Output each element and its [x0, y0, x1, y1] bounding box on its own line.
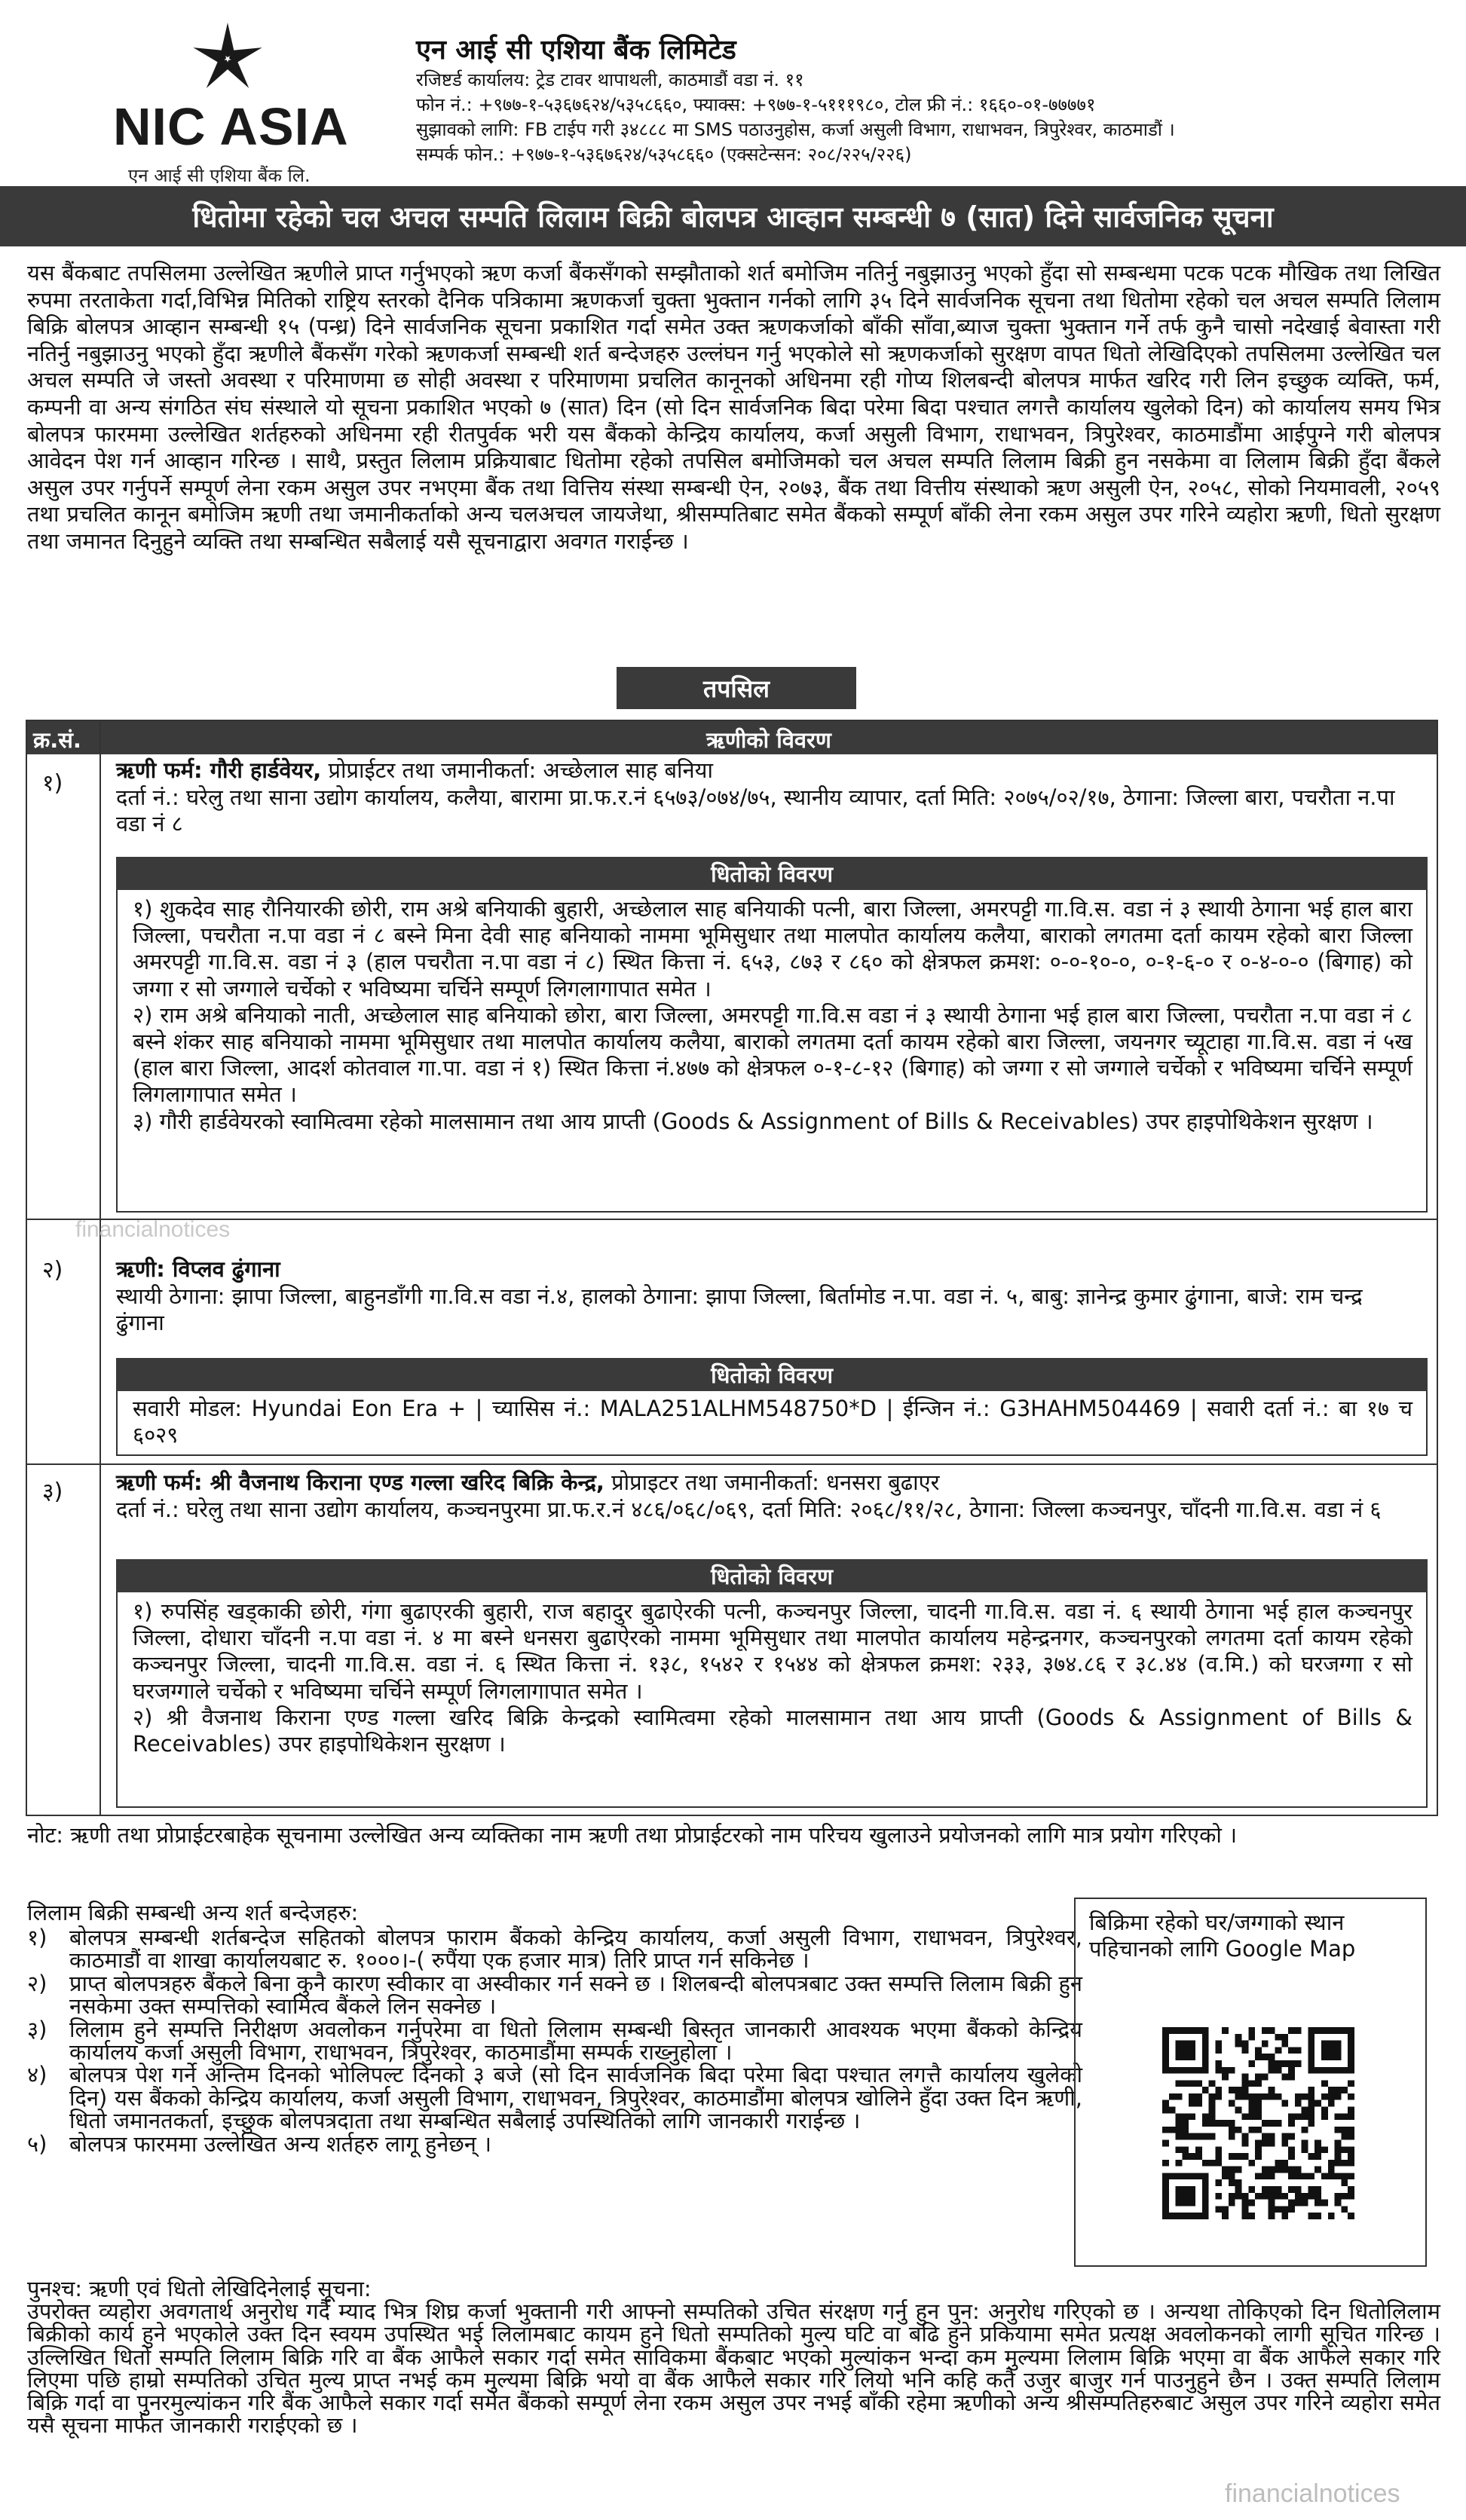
note-text: नोट: ऋणी तथा प्रोप्राईटरबाहेक सूचनामा उल्लेखित अन्य व्यक्तिका नाम ऋणी तथा प्रोप्राईटरको नाम परिचय खुलाउने प्रयोजनको लागि मात्र प्रयोग गरिएको ।	[27, 1822, 1238, 1848]
intro-paragraph: यस बैंकबाट तपसिलमा उल्लेखित ऋणीले प्राप्त गर्नुभएको ऋण कर्जा बैंकसँगको सम्झौताको शर्त बमोजिम नतिर्नु नबुझाउनु भएको हुँदा सो सम्बन्धमा पटक पटक मौखिक तथा लिखित रुपमा तरताकेता गर्दा,विभिन्न मितिको राष्ट्रिय स्तरको दैनिक पत्रिकामा ऋणकर्जा चुक्ता भुक्तान गर्नको लागि ३५ दिने सार्वजनिक सूचना तथा धितोमा रहेको चल अचल सम्पति लिलाम बिक्रि बोलपत्र आव्हान सम्बन्धी १५ (पन्ध्र) दिने सार्वजनिक सूचना प्रकाशित गर्दा समेत उक्त ऋणकर्जाको बाँकी साँवा,ब्याज चुक्ता भुक्तान गर्ने तर्फ कुनै चासो नदेखाई बेवास्ता गरी नतिर्नु नबुझाउनु भएको हुँदा ऋणीले बैंकसँग गरेको ऋणकर्जा सम्बन्धी शर्त बन्देजहरु उल्लंघन गर्नु भएकोले सो ऋणकर्जाको सुरक्षण वापत धितो लेखिदिएको तपसिलमा उल्लेखित चल अचल सम्पति जे जस्तो अवस्था र परिमाणमा छ सोही अवस्था र परिमाणमा प्रचलित कानूनको अधिनमा रही गोप्य शिलबन्दी बोलपत्र मार्फत खरिद गरी लिन इच्छुक व्यक्ति, फर्म, कम्पनी वा अन्य संगठित संघ संस्थाले यो सूचना प्रकाशित भएको ७ (सात) दिन (सो दिन सार्वजनिक बिदा परेमा बिदा पश्चात लगत्तै कार्यालय खुलेको दिन) को कार्यालय समय भित्र बोलपत्र फारममा उल्लेखित शर्तहरुको अधिनमा रही रीतपुर्वक भरी यस बैंकको केन्द्रिय कार्यालय, कर्जा असुली विभाग, राधाभवन, त्रिपुरेश्वर, काठमाडौंमा आईपुग्ने गरी बोलपत्र आवेदन पेश गर्न आव्हान गरिन्छ । साथै, प्रस्तुत लिलाम प्रक्रियाबाट धितोमा रहेको तपसिल बमोजिमको चल अचल सम्पति लिलाम बिक्री हुन नसकेमा वा लिलाम बिक्री हुँदा बैंकले असुल उपर गर्नुपर्ने सम्पूर्ण लेना रकम असुल उपर नभएमा बैंक तथा वित्तिय संस्था सम्बन्धी ऐन, २०७३, बैंक तथा वित्तीय संस्थाको ऋण असुली ऐन, २०५८, सोको नियमावली, २०५९ तथा प्रचलित कानून बमोजिम ऋणी तथा जमानीकर्ताको अन्य चलअचल जायजेथा, श्रीसम्पतिबाट समेत बैंकको सम्पूर्ण बाँकी लेना रकम असुल उपर गरिने व्यहोरा ऋणी, धितो सुरक्षण तथा जमानत दिनुहुने व्यक्ति तथा सम्बन्धित सबैलाई यसै सूचनाद्वारा अवगत गराईन्छ ।	[27, 260, 1440, 554]
star-logo-icon	[181, 21, 279, 96]
postscript-heading: पुनश्च: ऋणी एवं धितो लेखिदिनेलाई सूचना:	[27, 2276, 372, 2301]
collateral-list	[116, 890, 1428, 1213]
collateral-item: ३) गौरी हार्डवेयरको स्वामित्वमा रहेको मालसामान तथा आय प्राप्ती (Goods & Assignment of Bills & Receivables) उपर हाइपोथिकेशन सुरक्षण ।	[133, 1108, 1373, 1134]
vehicle-details: सवारी मोडल: Hyundai Eon Era + | च्यासिस नं.: MALA251ALHM548750*D | ईन्जिन नं.: G3HAHM504469 | सवारी दर्ता नं.: बा १७ च ६०२९	[133, 1396, 1412, 1448]
schedule-table	[26, 720, 1438, 1816]
collateral-list	[116, 1391, 1428, 1456]
phone-fax: फोन नं.: +९७७-१-५३६७६२४/५३५८६६०, फ्याक्स: +९७७-१-५१११९८०, टोल फ्री नं.: १६६०-०१-७७७७१	[416, 94, 1096, 115]
logo-wordmark: NIC ASIA	[113, 97, 349, 156]
qr-code-icon[interactable]	[1162, 2027, 1354, 2219]
collateral-item: १) रुपसिंह खड्काकी छोरी, गंगा बुढाएरकी बुहारी, राज बहादुर बुढाऐरकी पत्नी, कञ्चनपुर जिल्ला, चादनी गा.वि.स. वडा नं. ६ स्थायी ठेगाना भई हाल कञ्चनपुर जिल्ला, दोधारा चाँदनी न.पा वडा नं. ४ मा बस्ने धनसरा बुढाऐरको नाममा भूमिसुधार तथा मालपोत कार्यालय महेन्द्रनगर, कञ्चनपुरको लगतमा दर्ता कायम रहेको कञ्चनपुर जिल्ला, चादनी गा.वि.स. वडा नं. ६ स्थित कित्ता नं. १३८, १५४२ र १५४४ को क्षेत्रफल क्रमश: २३३, ३७४.८६ र ३८.४४ (व.मि.) को घरजग्गा र सो घरजग्गाले चर्चेको र भविष्यमा चर्चिने सम्पूर्ण लिगलागापात समेत ।	[133, 1598, 1412, 1704]
collateral-list	[116, 1592, 1428, 1808]
terms-heading: लिलाम बिक्री सम्बन्धी अन्य शर्त बन्देजहरु:	[27, 1900, 359, 1925]
serial-number: १)	[42, 770, 63, 797]
term-item: २) प्राप्त बोलपत्रहरु बैंकले बिना कुनै कारण स्वीकार वा अस्वीकार गर्न सक्ने छ । शिलबन्दी बोलपत्रबाट उक्त सम्पत्ति लिलाम बिक्री हुन नसकेमा उक्त सम्पत्तिको स्वामित्व बैंकले लिन सक्नेछ ।	[27, 1970, 1082, 2020]
notice-header	[0, 0, 1466, 185]
term-item: ५) बोलपत्र फारममा उल्लेखित अन्य शर्तहरु लागू हुनेछन् ।	[27, 2130, 491, 2157]
term-item: १) बोलपत्र सम्बन्धी शर्तबन्देज सहितको बोलपत्र फाराम बैंकको केन्द्रिय कार्यालय, कर्जा असुली विभाग, राधाभवन, त्रिपुरेश्वर, काठमाडौं वा शाखा कार्यालयबाट रु. १०००।-( रुपैंया एक हजार मात्र) तिरि प्राप्त गर्न सकिनेछ ।	[27, 1925, 1082, 1974]
google-map-panel	[1074, 1898, 1427, 2267]
term-item: ४) बोलपत्र पेश गर्ने अन्तिम दिनको भोलिपल्ट दिनको ३ बजे (सो दिन सार्वजनिक बिदा परेमा बिदा पश्चात लगत्तै कार्यालय खुलेको दिन) यस बैंकको केन्द्रिय कार्यालय, कर्जा असुली विभाग, राधाभवन, त्रिपुरेश्वर, काठमाडौंमा बोलपत्र खोलिने हुँदा उक्त दिन ऋणी, धितो जमानतकर्ता, इच्छुक बोलपत्रदाता तथा सम्बन्धित सबैलाई उपस्थितिको लागि जानकारी गराईन्छ ।	[27, 2062, 1082, 2134]
collateral-item: १) शुकदेव साह रौनियारकी छोरी, राम अश्रे बनियाकी बुहारी, अच्छेलाल साह बनियाकी पत्नी, बारा जिल्ला, अमरपट्टी गा.वि.स. वडा नं ३ स्थायी ठेगाना भई हाल बारा जिल्ला, पचरौता न.पा वडा नं ८ बस्ने मिना देवी साह बनियाको नाममा भूमिसुधार तथा मालपोत कार्यालय कलैया, बाराको लगतमा दर्ता कायम रहेको बारा जिल्ला अमरपट्टी गा.वि.स. वडा नं ३ (हाल पचरौता न.पा वडा नं ८) स्थित कित्ता नं. ६५३, ८७३ र ८६० को क्षेत्रफल क्रमश: ०-०-१०-०, ०-१-६-० र ०-४-०-० (बिगाह) को जग्गा र सो जग्गाले चर्चेको र भविष्यमा चर्चिने सम्पूर्ण लिगलागापात समेत ।	[133, 896, 1412, 1002]
suggestion-line: सुझावको लागि: FB टाईप गरी ३४८८८ मा SMS पठाउनुहोस, कर्जा असुली विभाग, राधाभवन, त्रिपुरेश्वर, काठमाडौं ।	[416, 119, 1175, 140]
col-borrower-details: ऋणीको विवरण	[706, 727, 831, 753]
qr-caption: बिक्रिमा रहेको घर/जग्गाको स्थान पहिचानको लागि Google Map	[1089, 1910, 1356, 1962]
bank-name: एन आई सी एशिया बैंक लिमिटेड	[416, 35, 736, 66]
col-serial: क्र.सं.	[33, 727, 81, 753]
row-divider	[27, 1219, 1437, 1220]
watermark: financialnotices	[1225, 2479, 1400, 2508]
borrower-name: ऋणी फर्म: श्री वैजनाथ किराना एण्ड गल्ला खरिद बिक्रि केन्द्र, प्रोप्राइटर तथा जमानीकर्ता: धनसरा बुढाएर	[116, 1469, 940, 1495]
borrower-name: ऋणी: विप्लव ढुंगाना	[116, 1256, 280, 1282]
collateral-heading: धितोको विवरण	[116, 1559, 1428, 1592]
collateral-heading: धितोको विवरण	[116, 857, 1428, 890]
schedule-heading: तपसिल	[617, 667, 856, 709]
collateral-item: २) श्री वैजनाथ किराना एण्ड गल्ला खरिद बिक्रि केन्द्रको स्वामित्वमा रहेको मालसामान तथा आय प्राप्ती (Goods & Assignment of Bills & Receivables) उपर हाइपोथिकेशन सुरक्षण ।	[133, 1704, 1412, 1757]
column-divider	[99, 721, 101, 1815]
borrower-registration: दर्ता नं.: घरेलु तथा साना उद्योग कार्यालय, कञ्चनपुरमा प्रा.फ.र.नं ४८६/०६८/०६९, दर्ता मिति: २०६८/११/२८, ठेगाना: जिल्ला कञ्चनपुर, चाँदनी गा.वि.स. वडा नं ६	[116, 1496, 1382, 1522]
logo-subtitle: एन आई सी एशिया बैंक लि.	[128, 165, 311, 186]
term-item: ३) लिलाम हुने सम्पत्ति निरीक्षण अवलोकन गर्नुपरेमा वा धितो लिलाम सम्बन्धी बिस्तृत जानकारी आवश्यक भएमा बैंकको केन्द्रिय कार्यालय कर्जा असुली विभाग, राधाभवन, त्रिपुरेश्वर, काठमाडौंमा सम्पर्क राख्नुहोला ।	[27, 2016, 1082, 2066]
row-divider	[27, 1463, 1437, 1465]
borrower-entry	[116, 1256, 1412, 1337]
auction-terms	[27, 1899, 1082, 2155]
borrower-registration: दर्ता नं.: घरेलु तथा साना उद्योग कार्यालय, कलैया, बारामा प्रा.फ.र.नं ६५७३/०७४/७५, स्थानीय व्यापार, दर्ता मिति: २०७५/०२/१७, ठेगाना: जिल्ला बारा, पचरौता न.पा वडा नं ८	[116, 784, 1395, 836]
table-header	[27, 721, 1437, 754]
postscript-notice	[27, 2276, 1440, 2439]
borrower-name: ऋणी फर्म: गौरी हार्डवेयर, प्रोप्राईटर तथा जमानीकर्ता: अच्छेलाल साह बनिया	[116, 757, 713, 783]
borrower-entry	[116, 757, 1412, 838]
bank-info	[416, 33, 1456, 167]
registered-office: रजिष्टर्ड कार्यालय: ट्रेड टावर थापाथली, काठमाडौं वडा नं. ११	[416, 69, 804, 90]
borrower-address: स्थायी ठेगाना: झापा जिल्ला, बाहुनडाँगी गा.वि.स वडा नं.४, हालको ठेगाना: झापा जिल्ला, बिर्तामोड न.पा. वडा नं. ५, बाबु: ज्ञानेन्द्र कुमार ढुंगाना, बाजे: राम चन्द्र ढुंगाना	[116, 1283, 1363, 1335]
serial-number: ३)	[42, 1479, 63, 1505]
bank-logo	[106, 21, 362, 186]
contact-phone: सम्पर्क फोन.: +९७७-१-५३६७६२४/५३५८६६० (एक्सटेन्सन: २०८/२२५/२२६)	[416, 144, 912, 165]
serial-number: २)	[42, 1257, 63, 1283]
collateral-heading: धितोको विवरण	[116, 1358, 1428, 1391]
postscript-body: उपरोक्त व्यहोरा अवगतार्थ अनुरोध गर्दै म्याद भित्र शिघ्र कर्जा भुक्तानी गरी आफ्नो सम्पतिको उचित संरक्षण गर्नु हुन पुन: अनुरोध गरिएको छ । अन्यथा तोकिएको दिन धितोलिलाम बिक्रीको कार्य हुने भएकोले उक्त दिन स्वयम उपस्थित भई लिलामबाट कायम हुने धितो सम्पतिको मुल्य घटि वा बढि हुने प्रकियामा समेत प्रत्यक्ष अवलोकनको लागी सूचित गरिन्छ । उल्लिखित धितो सम्पति लिलाम बिक्रि गरि वा बैंक आफैले सकार गर्दा समेत साविकमा बैंकबाट भएको मुल्यांकन भन्दा कम मुल्यमा लिलाम बिक्रि भएमा वा बैंक आफैले सकार गरि लिएमा पछि हाम्रो सम्पतिको उचित मुल्य प्राप्त नभई कम मुल्यमा बिक्रि भयो वा बैंक आफैले सकार गरि लियो भनि कहि कतै उजुर बाजुर गर्न पाउनुहुने छैन । उक्त सम्पति लिलाम बिक्रि गर्दा वा पुनरमुल्यांकन गरि बैंक आफैले सकार गर्दा समेत बैंकको सम्पूर्ण लेना रकम असुल उपर नभई बाँकी रहेमा ऋणीको अन्य श्रीसम्पतिहरुबाट असुल उपर गरिने व्यहोरा समेत यसै सूचना मार्फत जानकारी गराईएको छ ।	[27, 2298, 1440, 2439]
notice-title: धितोमा रहेको चल अचल सम्पति लिलाम बिक्री बोलपत्र आव्हान सम्बन्धी ७ (सात) दिने सार्वजनिक सूचना	[0, 186, 1466, 246]
watermark: financialnotices	[75, 1217, 231, 1242]
collateral-item: २) राम अश्रे बनियाको नाती, अच्छेलाल साह बनियाको छोरा, बारा जिल्ला, अमरपट्टी गा.वि.स वडा नं ३ स्थायी ठेगाना भई हाल बारा जिल्ला, पचरौता न.पा वडा नं ८ बस्ने शंकर साह बनियाको नाममा भूमिसुधार तथा मालपोत कार्यालय कलैया, बाराको लगतमा दर्ता कायम रहेको बारा जिल्ला, जयनगर च्यूटाहा गा.वि.स. वडा नं ५ख (हाल बारा जिल्ला, आदर्श कोतवाल गा.पा. वडा नं १) स्थित कित्ता नं.४७७ को क्षेत्रफल ०-१-८-१२ (बिगाह) को जग्गा र सो जग्गाले चर्चेको र भविष्यमा चर्चिने सम्पूर्ण लिगलागापात समेत ।	[133, 1002, 1412, 1108]
borrower-entry	[116, 1469, 1412, 1523]
